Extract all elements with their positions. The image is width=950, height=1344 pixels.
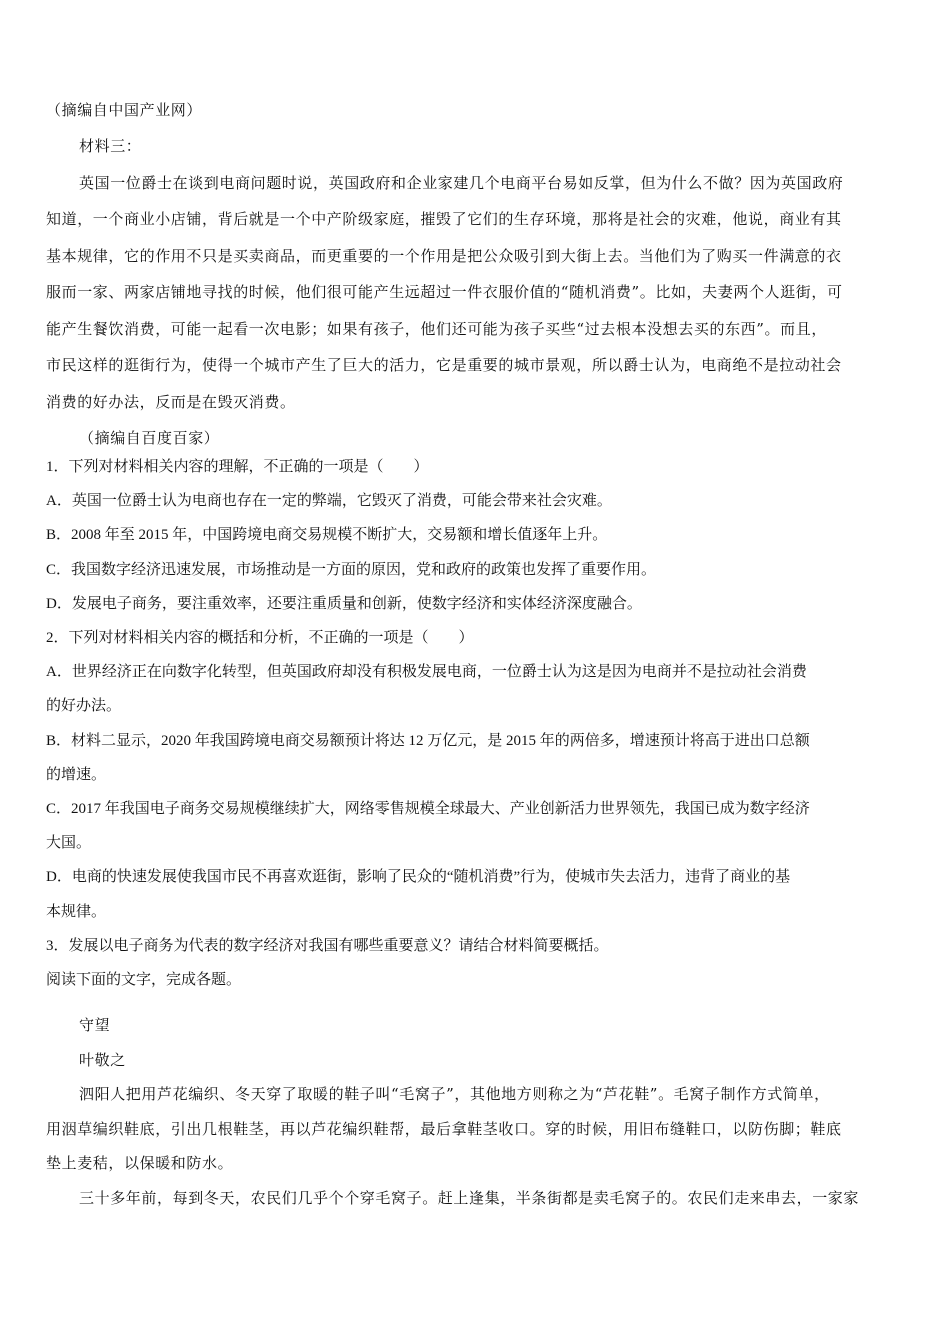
question-2-option-b: B．材料二显示，2020 年我国跨境电商交易额预计将达 12 万亿元，是 2015 年的两倍多，增速预计将高于进出口总额 — [46, 732, 810, 749]
question-2-option-c: C．2017 年我国电子商务交易规模继续扩大，网络零售规模全球最大、产业创新活力世界领先，我国已成为数字经济 — [46, 801, 810, 818]
question-2-option-d-cont: 本规律。 — [46, 903, 107, 920]
question-2-stem: 2．下列对材料相关内容的概括和分析，不正确的一项是（ ） — [46, 630, 474, 647]
question-1-option-a: A．英国一位爵士认为电商也存在一定的弊端，它毁灭了消费，可能会带来社会灾难。 — [46, 493, 612, 510]
story-author: 叶敬之 — [79, 1050, 126, 1069]
source-text: （摘编自中国产业网） — [46, 101, 203, 119]
material-line: 知道，一个商业小店铺，背后就是一个中产阶级家庭，摧毁了它们的生存环境，那将是社会的灾难，他说，商业有其 — [46, 210, 842, 228]
question-1-option-d: D．发展电子商务，要注重效率，还要注重质量和创新，使数字经济和实体经济深度融合。 — [46, 595, 642, 612]
question-2-option-a-cont: 的好办法。 — [46, 698, 122, 715]
question-2-option-c-cont: 大国。 — [46, 835, 92, 852]
question-2-option-b-cont: 的增速。 — [46, 766, 107, 783]
material-line: 消费的好办法，反而是在毁灭消费。 — [46, 392, 296, 411]
story-title: 守望 — [79, 1016, 111, 1034]
source-note-industry — [46, 92, 906, 129]
question-1-option-c: C．我国数字经济迅速发展，市场推动是一方面的原因，党和政府的政策也发挥了重要作用。 — [46, 561, 657, 578]
material-line: 服而一家、两家店铺地寻找的时候，他们很可能产生远超过一件衣服价值的“随机消费”。比如，夫妻两个人逛街，可 — [46, 283, 843, 301]
questions-section — [46, 450, 906, 997]
material-heading: 材料三： — [79, 137, 142, 155]
question-1-stem: 1．下列对材料相关内容的理解，不正确的一项是（ ） — [46, 459, 429, 475]
material-line: 能产生餐饮消费，可能一起看一次电影；如果有孩子，他们还可能为孩子买些“过去根本没想去买的东西”。而且， — [46, 319, 827, 338]
question-2-option-d: D．电商的快速发展使我国市民不再喜欢逛街，影响了民众的“随机消费”行为，使城市失去活力，违背了商业的基 — [46, 869, 791, 886]
story-section — [46, 1008, 906, 1215]
question-1-option-b: B．2008 年至 2015 年，中国跨境电商交易规模不断扩大，交易额和增长值逐年上升。 — [46, 527, 608, 544]
story-line: 三十多年前，每到冬天，农民们几乎个个穿毛窝子。赶上逢集，半条街都是卖毛窝子的。农民们走来串去，一家家 — [79, 1188, 860, 1207]
question-3: 3．发展以电子商务为代表的数字经济对我国有哪些重要意义？请结合材料简要概括。 — [46, 937, 609, 954]
material-line: 英国一位爵士在谈到电商问题时说，英国政府和企业家建几个电商平台易如反掌，但为什么不做？因为英国政府 — [79, 173, 844, 192]
story-line: 泗阳人把用芦花编织、冬天穿了取暖的鞋子叫“毛窝子”，其他地方则称之为“芦花鞋”。毛窝子制作方式简单， — [79, 1085, 830, 1103]
material-line: 市民这样的逛街行为，使得一个城市产生了巨大的活力，它是重要的城市景观，所以爵士认为，电商绝不是拉动社会 — [46, 356, 842, 374]
material-three — [46, 128, 906, 457]
story-line: 用洇草编织鞋底，引出几根鞋茎，再以芦花编织鞋帮，最后拿鞋茎收口。穿的时候，用旧布缝鞋口，以防伤脚；鞋底 — [46, 1119, 842, 1138]
source-note-baidu: （摘编自百度百家） — [79, 429, 220, 447]
material-line: 基本规律，它的作用不只是买卖商品，而更重要的一个作用是把公众吸引到大街上去。当他们为了购买一件满意的衣 — [46, 246, 842, 265]
story-line: 垫上麦秸，以保暖和防水。 — [46, 1154, 234, 1172]
question-2-option-a: A．世界经济正在向数字化转型，但英国政府却没有积极发展电商，一位爵士认为这是因为电商并不是拉动社会消费 — [46, 664, 807, 681]
reading-intro: 阅读下面的文字，完成各题。 — [46, 972, 242, 989]
